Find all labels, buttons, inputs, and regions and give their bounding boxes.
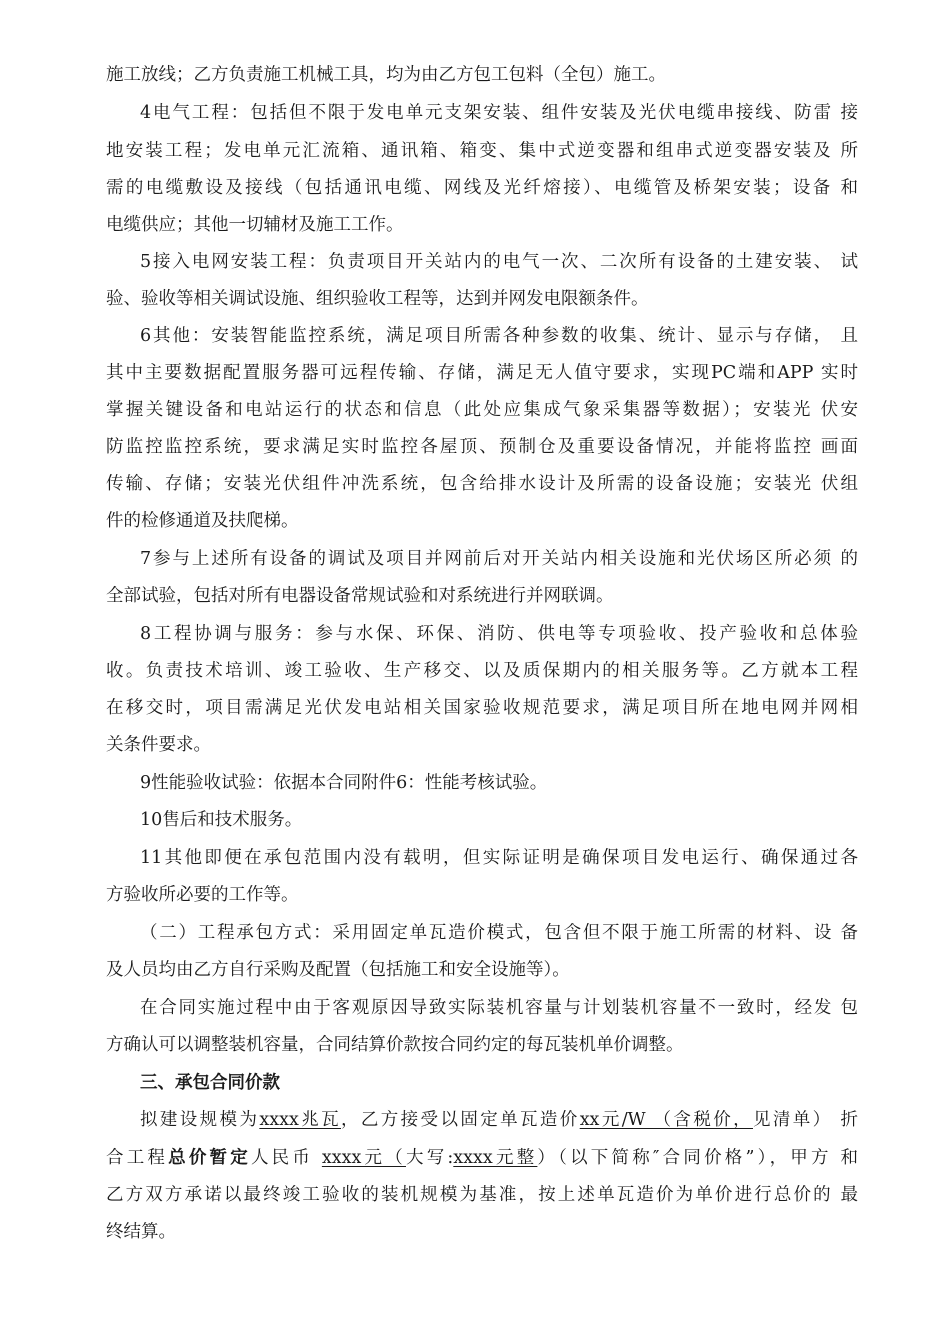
contract-mode-line: 及人员均由乙方自行采购及配置（包括施工和安全设施等）。 [106, 960, 570, 980]
contract-mode-line: （二）工程承包方式：采用固定单瓦造价模式，包含但不限于施工所需的材料、设 备 [140, 923, 858, 943]
scale-value: xxxx兆瓦 [259, 1110, 341, 1130]
item-10-line: 10售后和技术服务。 [140, 810, 303, 830]
item-8-line: 8工程协调与服务：参与水保、环保、消防、供电等专项验收、投产验收和总体验 [140, 624, 858, 644]
capacity-adjust-line: 在合同实施过程中由于客观原因导致实际装机容量与计划装机容量不一致时，经发 包 [140, 998, 858, 1018]
amount-in-words-value: xxxx元整 [453, 1148, 538, 1168]
item-6-line: 其中主要数据配置服务器可远程传输、存储，满足无人值守要求，实现PC端和APP 实时 [106, 363, 858, 383]
item-5-line: 验、验收等相关调试设施、组织验收工程等，达到并网发电限额条件。 [106, 289, 649, 309]
price-text: ）（以下简称″合同价格”），甲方 和 [537, 1148, 858, 1168]
item-6-line: 防监控监控系统，要求满足实时监控各屋顶、预制仓及重要设备情况，并能将监控 画面 [106, 437, 858, 457]
item-4-line: 需的电缆敷设及接线（包括通讯电缆、网线及光纤熔接）、电缆管及桥架安装；设备 和 [106, 178, 858, 198]
item-7-line: 全部试验，包括对所有电器设备常规试验和对系统进行并网联调。 [106, 586, 614, 606]
price-text: 人民币 [250, 1148, 322, 1168]
price-line-4: 终结算。 [106, 1222, 176, 1242]
paragraph-intro-line: 施工放线；乙方负责施工机械工具，均为由乙方包工包料（全包）施工。 [106, 65, 666, 85]
total-price-label: 总价暂定 [168, 1148, 251, 1168]
price-line-1 [140, 1108, 858, 1132]
price-text: ，乙方接受以固定单瓦造价 [341, 1110, 580, 1130]
price-text: 拟建设规模为 [140, 1110, 260, 1130]
price-text: 大写: [405, 1148, 454, 1168]
item-6-line: 掌握关键设备和电站运行的状态和信息（此处应集成气象采集器等数据）；安装光 伏安 [106, 400, 858, 420]
item-4-line: 4电气工程：包括但不限于发电单元支架安装、组件安装及光伏电缆串接线、防雷 接 [140, 103, 858, 123]
section-3-heading: 三、承包合同价款 [140, 1073, 280, 1093]
capacity-adjust-line: 方确认可以调整装机容量，合同结算价款按合同约定的每瓦装机单价调整。 [106, 1035, 684, 1055]
item-6-line: 传输、存储；安装光伏组件冲洗系统，包含给排水设计及所需的设备设施；安装光 伏组 [106, 474, 858, 494]
price-text: 合工程 [106, 1148, 169, 1168]
item-7-line: 7参与上述所有设备的调试及项目并网前后对开关站内相关设施和光伏场区所必须 的 [140, 549, 858, 569]
item-6-line: 件的检修通道及扶爬梯。 [106, 511, 299, 531]
item-6-line: 6其他：安装智能监控系统，满足项目所需各种参数的收集、统计、显示与存储， 且 [140, 326, 858, 346]
item-11-line: 方验收所必要的工作等。 [106, 885, 299, 905]
item-11-line: 11其他即便在承包范围内没有载明，但实际证明是确保项目发电运行、确保通过各 [140, 848, 858, 868]
price-line-3: 乙方双方承诺以最终竣工验收的装机规模为基准，按上述单瓦造价为单价进行总价的 最 [106, 1185, 858, 1205]
item-5-line: 5接入电网安装工程：负责项目开关站内的电气一次、二次所有设备的土建安装、 试 [140, 252, 858, 272]
price-line-2 [106, 1146, 858, 1170]
item-9-line: 9性能验收试验：依据本合同附件6：性能考核试验。 [140, 773, 548, 793]
item-8-line: 在移交时，项目需满足光伏发电站相关国家验收规范要求，满足项目所在地电网并网相 [106, 698, 858, 718]
item-4-line: 电缆供应；其他一切辅材及施工工作。 [106, 215, 404, 235]
item-4-line: 地安装工程；发电单元汇流箱、通讯箱、箱变、集中式逆变器和组串式逆变器安装及 所 [106, 141, 858, 161]
total-amount-value: xxxx元（ [321, 1148, 406, 1168]
item-8-line: 收。负责技术培训、竣工验收、生产移交、以及质保期内的相关服务等。乙方就本工程 [106, 661, 858, 681]
price-text: 见清单） 折 [753, 1110, 859, 1130]
unit-price-value: xx元/W （含税价， [579, 1110, 753, 1130]
item-8-line: 关条件要求。 [106, 735, 211, 755]
